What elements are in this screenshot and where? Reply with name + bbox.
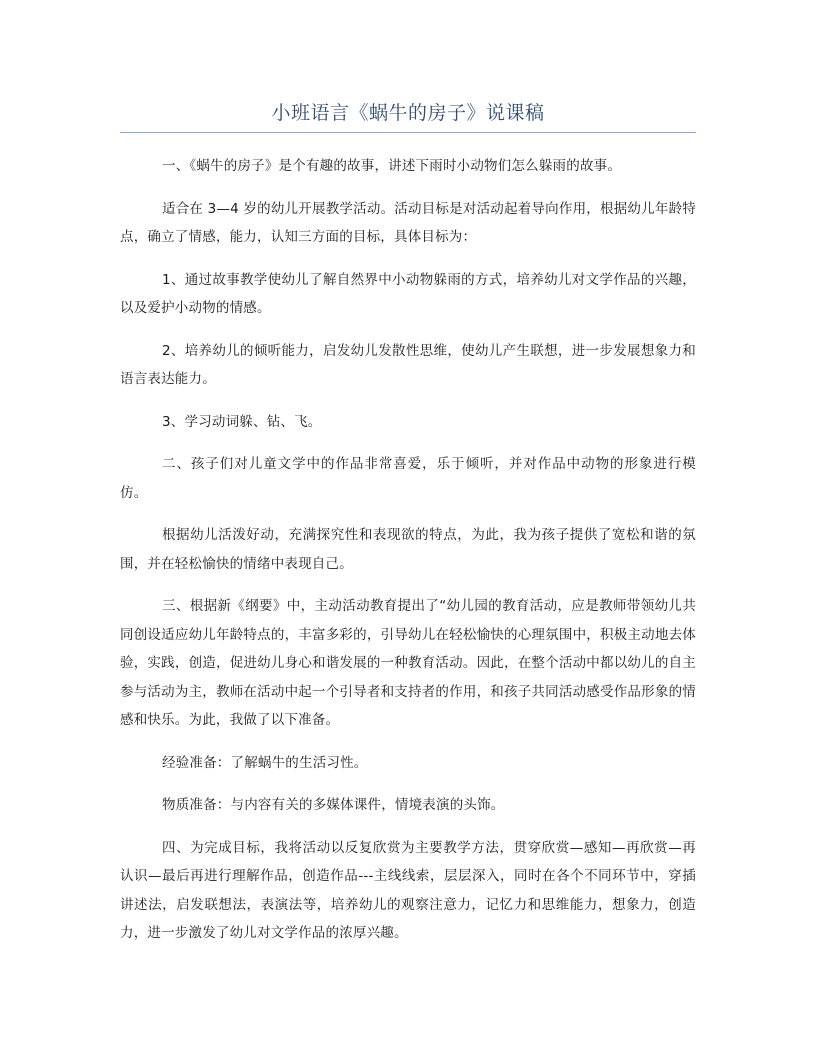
title-underline [120, 132, 696, 133]
paragraph-goal-3: 3、学习动词躲、钻、飞。 [162, 413, 322, 430]
paragraph-goal-1: 1、通过故事教学使幼儿了解自然界中小动物躲雨的方式，培养幼儿对文学作品的兴趣，以及爱护小动物的情感。 [120, 271, 696, 316]
paragraph-age-goals: 适合在 3—4 岁的幼儿开展教学活动。活动目标是对活动起着导向作用，根据幼儿年龄特点，确立了情感，能力，认知三方面的目标，具体目标为： [120, 200, 696, 245]
paragraph-section-4: 四、为完成目标，我将活动以反复欣赏为主要教学方法，贯穿欣赏—感知—再欣赏—再认识—最后再进行理解作品，创造作品---主线线索，层层深入，同时在各个不同环节中，穿插讲述法，启发联想法，表演法等，培养幼儿的观察注意力，记忆力和思维能力，想象力，创造力，进一步激发了幼儿对文学作品的浓厚兴趣。 [120, 839, 696, 941]
paragraph-goal-2: 2、培养幼儿的倾听能力，启发幼儿发散性思维，使幼儿产生联想，进一步发展想象力和语言表达能力。 [120, 342, 696, 387]
paragraph-atmosphere: 根据幼儿活泼好动，充满探究性和表现欲的特点，为此，我为孩子提供了宽松和谐的氛围，并在轻松愉快的情绪中表现自己。 [120, 527, 696, 572]
paragraph-material-prep: 物质准备：与内容有关的多媒体课件，情境表演的头饰。 [162, 797, 505, 813]
paragraph-section-2: 二、孩子们对儿童文学中的作品非常喜爱，乐于倾听，并对作品中动物的形象进行模仿。 [120, 456, 696, 501]
paragraph-section-3: 三、根据新《纲要》中，主动活动教育提出了“幼儿园的教育活动，应是教师带领幼儿共同创设适应幼儿年龄特点的，丰富多彩的，引导幼儿在轻松愉快的心理氛围中，积极主动地去体验，实践，创造，促进幼儿身心和谐发展的一种教育活动。因此，在整个活动中都以幼儿的自主参与活动为主，教师在活动中起一个引导者和支持者的作用，和孩子共同活动感受作品形象的情感和快乐。为此，我做了以下准备。 [120, 598, 696, 728]
document-body [120, 152, 696, 962]
document-title: 小班语言《蜗牛的房子》说课稿 [271, 102, 545, 124]
paragraph-experience-prep: 经验准备：了解蜗牛的生活习性。 [162, 754, 368, 771]
paragraph-intro: 一、《蜗牛的房子》是个有趣的故事，讲述下雨时小动物们怎么躲雨的故事。 [162, 158, 622, 174]
